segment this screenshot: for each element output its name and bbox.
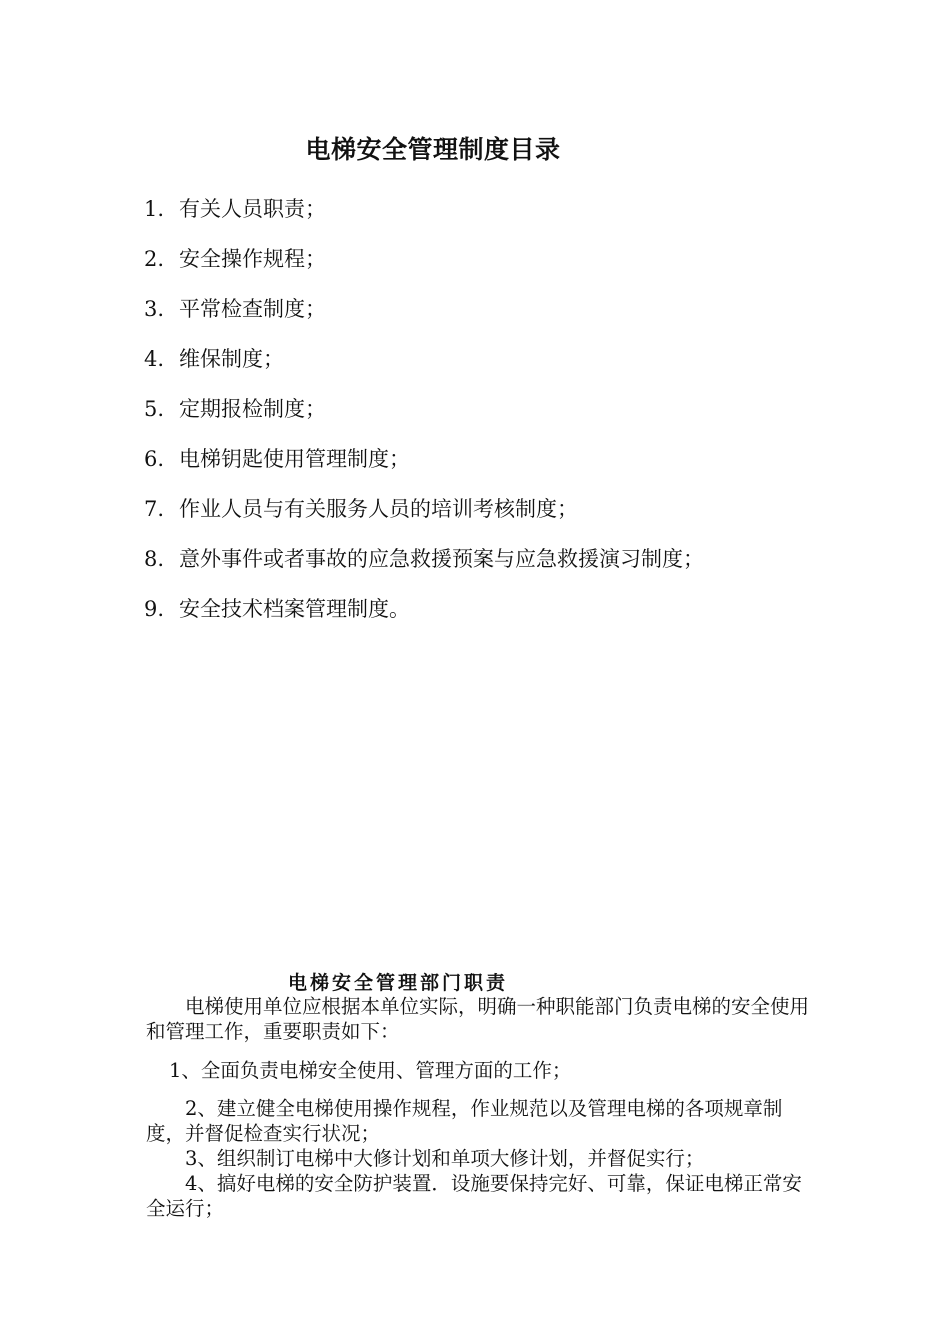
toc-item-text: 安全技术档案管理制度。 (179, 597, 410, 621)
toc-title: 电梯安全管理制度目录 (305, 135, 561, 164)
duty-item: 4、搞好电梯的安全防护装置．设施要保持完好、可靠，保证电梯正常安全运行； (146, 1172, 802, 1220)
toc-item (144, 434, 704, 484)
toc-item (144, 484, 704, 534)
toc-list (144, 184, 704, 634)
toc-item-number: 2. (144, 247, 165, 271)
toc-item-number: 3. (144, 297, 165, 321)
toc-item (144, 384, 704, 434)
toc-item (144, 334, 704, 384)
section-intro: 电梯使用单位应根据本单位实际，明确一种职能部门负责电梯的安全使用和管理工作，重要职责如下： (146, 995, 810, 1043)
toc-item-text: 作业人员与有关服务人员的培训考核制度； (179, 497, 578, 521)
duty-item: 3、组织制订电梯中大修计划和单项大修计划，并督促实行； (185, 1147, 705, 1170)
toc-item-number: 7. (144, 497, 165, 521)
toc-item-text: 维保制度； (179, 347, 284, 371)
toc-item (144, 184, 704, 234)
toc-item-number: 9. (144, 597, 165, 621)
toc-item-number: 5. (144, 397, 165, 421)
toc-item-text: 电梯钥匙使用管理制度； (179, 447, 410, 471)
toc-item-number: 1. (144, 197, 165, 221)
toc-item (144, 534, 704, 584)
toc-item-text: 有关人员职责； (179, 197, 326, 221)
section-title: 电梯安全管理部门职责 (288, 972, 509, 994)
toc-item-text: 安全操作规程； (179, 247, 326, 271)
toc-item-text: 平常检查制度； (179, 297, 326, 321)
toc-item-number: 4. (144, 347, 165, 371)
toc-item-text: 定期报检制度； (179, 397, 326, 421)
toc-item (144, 284, 704, 334)
duty-item: 1、全面负责电梯安全使用、管理方面的工作； (169, 1059, 572, 1082)
duty-item: 2、建立健全电梯使用操作规程，作业规范以及管理电梯的各项规章制度，并督促检查实行状况； (146, 1097, 783, 1145)
toc-item-number: 6. (144, 447, 165, 471)
toc-item (144, 234, 704, 284)
toc-item-number: 8. (144, 547, 165, 571)
toc-item-text: 意外事件或者事故的应急救援预案与应急救援演习制度； (179, 547, 704, 571)
toc-item (144, 584, 704, 634)
